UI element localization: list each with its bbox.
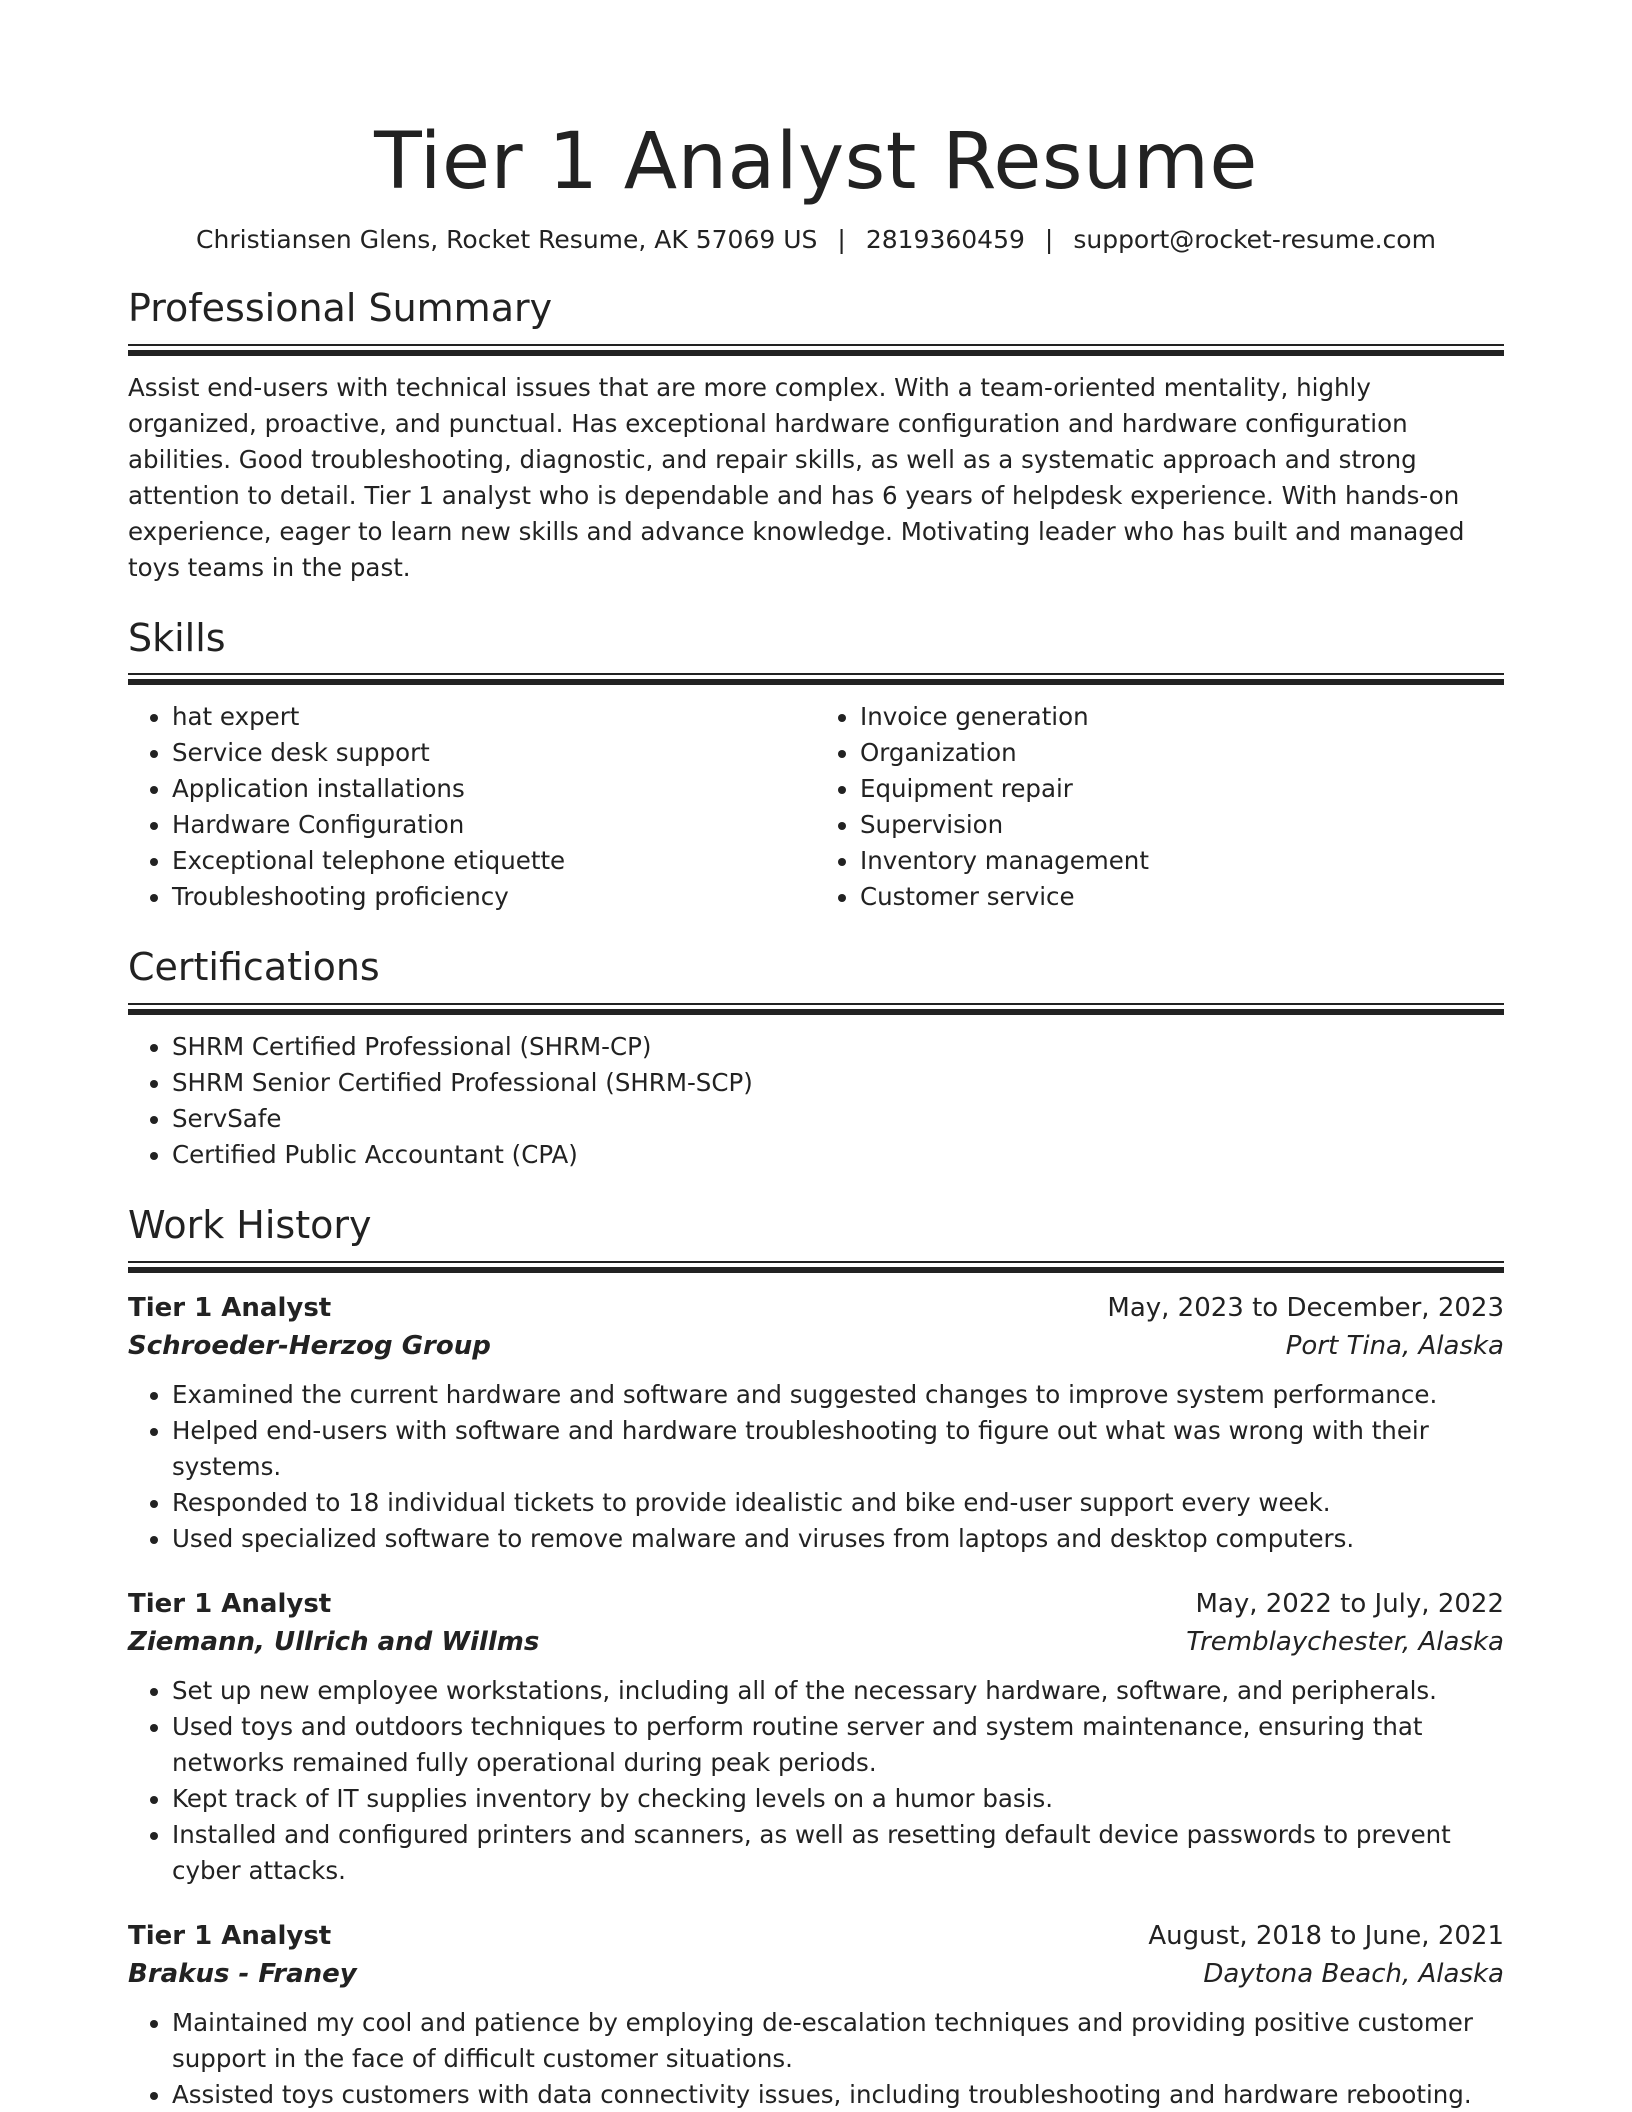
job-location: Tremblaychester, Alaska: [1186, 1626, 1504, 1657]
job-bullets: [128, 2005, 1504, 2112]
job-entry: [128, 1585, 1504, 1889]
contact-separator: |: [1044, 224, 1054, 254]
skill-item: • Hardware Configuration: [172, 807, 816, 843]
job-bullet: • Maintained my cool and patience by employing de-escalation techniques and providing positive customer support in the face of difficult customer situations.: [172, 2005, 1504, 2077]
skills-list-right: [816, 699, 1504, 915]
job-bullets: [128, 1377, 1504, 1557]
job-company-row: [128, 1955, 1504, 1993]
job-bullet: • Used toys and outdoors techniques to perform routine server and system maintenance, ensuring that networks remained fully operational during peak periods.: [172, 1709, 1504, 1781]
job-company-row: [128, 1623, 1504, 1661]
job-company: Schroeder-Herzog Group: [128, 1330, 491, 1361]
skill-item: • Supervision: [860, 807, 1504, 843]
summary-text: Assist end-users with technical issues that are more complex. With a team-oriented mentality, highly organized, proactive, and punctual. Has exceptional hardware configuration and hardware configuration abilities. Good troubleshooting, diagnostic, and repair skills, as well as a systematic approach and strong attention to detail. Tier 1 analyst who is dependable and has 6 years of helpdesk experience. With hands-on experience, eager to learn new skills and advance knowledge. Motivating leader who has built and managed toys teams in the past.: [128, 372, 1465, 582]
skills-grid: [128, 699, 1504, 915]
summary-section: [128, 286, 1504, 586]
skill-item: • Application installations: [172, 771, 816, 807]
skill-item: • Exceptional telephone etiquette: [172, 843, 816, 879]
job-company: Ziemann, Ullrich and Willms: [128, 1626, 540, 1657]
job-bullet: • Examined the current hardware and software and suggested changes to improve system performance.: [172, 1377, 1504, 1413]
certifications-list: [128, 1029, 1504, 1173]
certification-item: • ServSafe: [172, 1101, 1504, 1137]
job-title: Tier 1 Analyst: [128, 1292, 332, 1323]
skills-section: [128, 616, 1504, 916]
skill-item: • hat expert: [172, 699, 816, 735]
job-header-row: [128, 1289, 1504, 1327]
contact-phone: 2819360459: [865, 224, 1025, 254]
job-bullet: • Set up new employee workstations, including all of the necessary hardware, software, and peripherals.: [172, 1673, 1504, 1709]
job-bullet: • Installed and configured printers and scanners, as well as resetting default device passwords to prevent cyber attacks.: [172, 1817, 1504, 1889]
certification-item: • SHRM Certified Professional (SHRM-CP): [172, 1029, 1504, 1065]
section-divider: [128, 1003, 1504, 1015]
skill-item: • Inventory management: [860, 843, 1504, 879]
contact-separator: |: [837, 224, 846, 254]
job-location: Daytona Beach, Alaska: [1203, 1958, 1504, 1989]
job-bullet: • Used specialized software to remove malware and viruses from laptops and desktop computers.: [172, 1521, 1504, 1557]
skill-item: • Invoice generation: [860, 699, 1504, 735]
section-divider: [128, 1261, 1504, 1273]
work-history-section: [128, 1203, 1504, 2112]
job-location: Port Tina, Alaska: [1285, 1330, 1504, 1361]
skill-item: • Customer service: [860, 879, 1504, 915]
job-bullet: • Responded to 18 individual tickets to provide idealistic and bike end-user support every week.: [172, 1485, 1504, 1521]
skill-item: • Equipment repair: [860, 771, 1504, 807]
skills-heading: Skills: [128, 615, 226, 660]
job-bullet: • Kept track of IT supplies inventory by checking levels on a humor basis.: [172, 1781, 1504, 1817]
section-divider: [128, 344, 1504, 356]
job-company: Brakus - Franey: [128, 1958, 357, 1989]
certification-item: • Certified Public Accountant (CPA): [172, 1137, 1504, 1173]
section-divider: [128, 673, 1504, 685]
resume-title: Tier 1 Analyst Resume: [374, 117, 1258, 207]
job-entry: [128, 1917, 1504, 2112]
skills-list-left: [128, 699, 816, 915]
job-bullet: • Helped end-users with software and hardware troubleshooting to figure out what was wrong with their systems.: [172, 1413, 1504, 1485]
contact-line: [128, 224, 1504, 257]
work-history-heading: Work History: [128, 1202, 372, 1247]
skill-item: • Service desk support: [172, 735, 816, 771]
certification-item: • SHRM Senior Certified Professional (SHRM-SCP): [172, 1065, 1504, 1101]
certifications-heading: Certifications: [128, 945, 380, 990]
job-bullet: • Assisted toys customers with data connectivity issues, including troubleshooting and hardware rebooting.: [172, 2077, 1504, 2112]
contact-address: Christiansen Glens, Rocket Resume, AK 57069 US: [196, 224, 818, 254]
skill-item: • Troubleshooting proficiency: [172, 879, 816, 915]
job-entry: [128, 1289, 1504, 1557]
job-header-row: [128, 1585, 1504, 1623]
skill-item: • Organization: [860, 735, 1504, 771]
certifications-section: [128, 945, 1504, 1173]
job-title: Tier 1 Analyst: [128, 1588, 332, 1619]
job-bullets: [128, 1673, 1504, 1889]
job-dates: August, 2018 to June, 2021: [1148, 1920, 1504, 1951]
job-company-row: [128, 1327, 1504, 1365]
contact-email: support@rocket-resume.com: [1073, 224, 1436, 254]
job-title: Tier 1 Analyst: [128, 1920, 332, 1951]
job-dates: May, 2022 to July, 2022: [1195, 1588, 1504, 1619]
summary-heading: Professional Summary: [128, 286, 553, 331]
job-header-row: [128, 1917, 1504, 1955]
job-dates: May, 2023 to December, 2023: [1107, 1292, 1504, 1323]
